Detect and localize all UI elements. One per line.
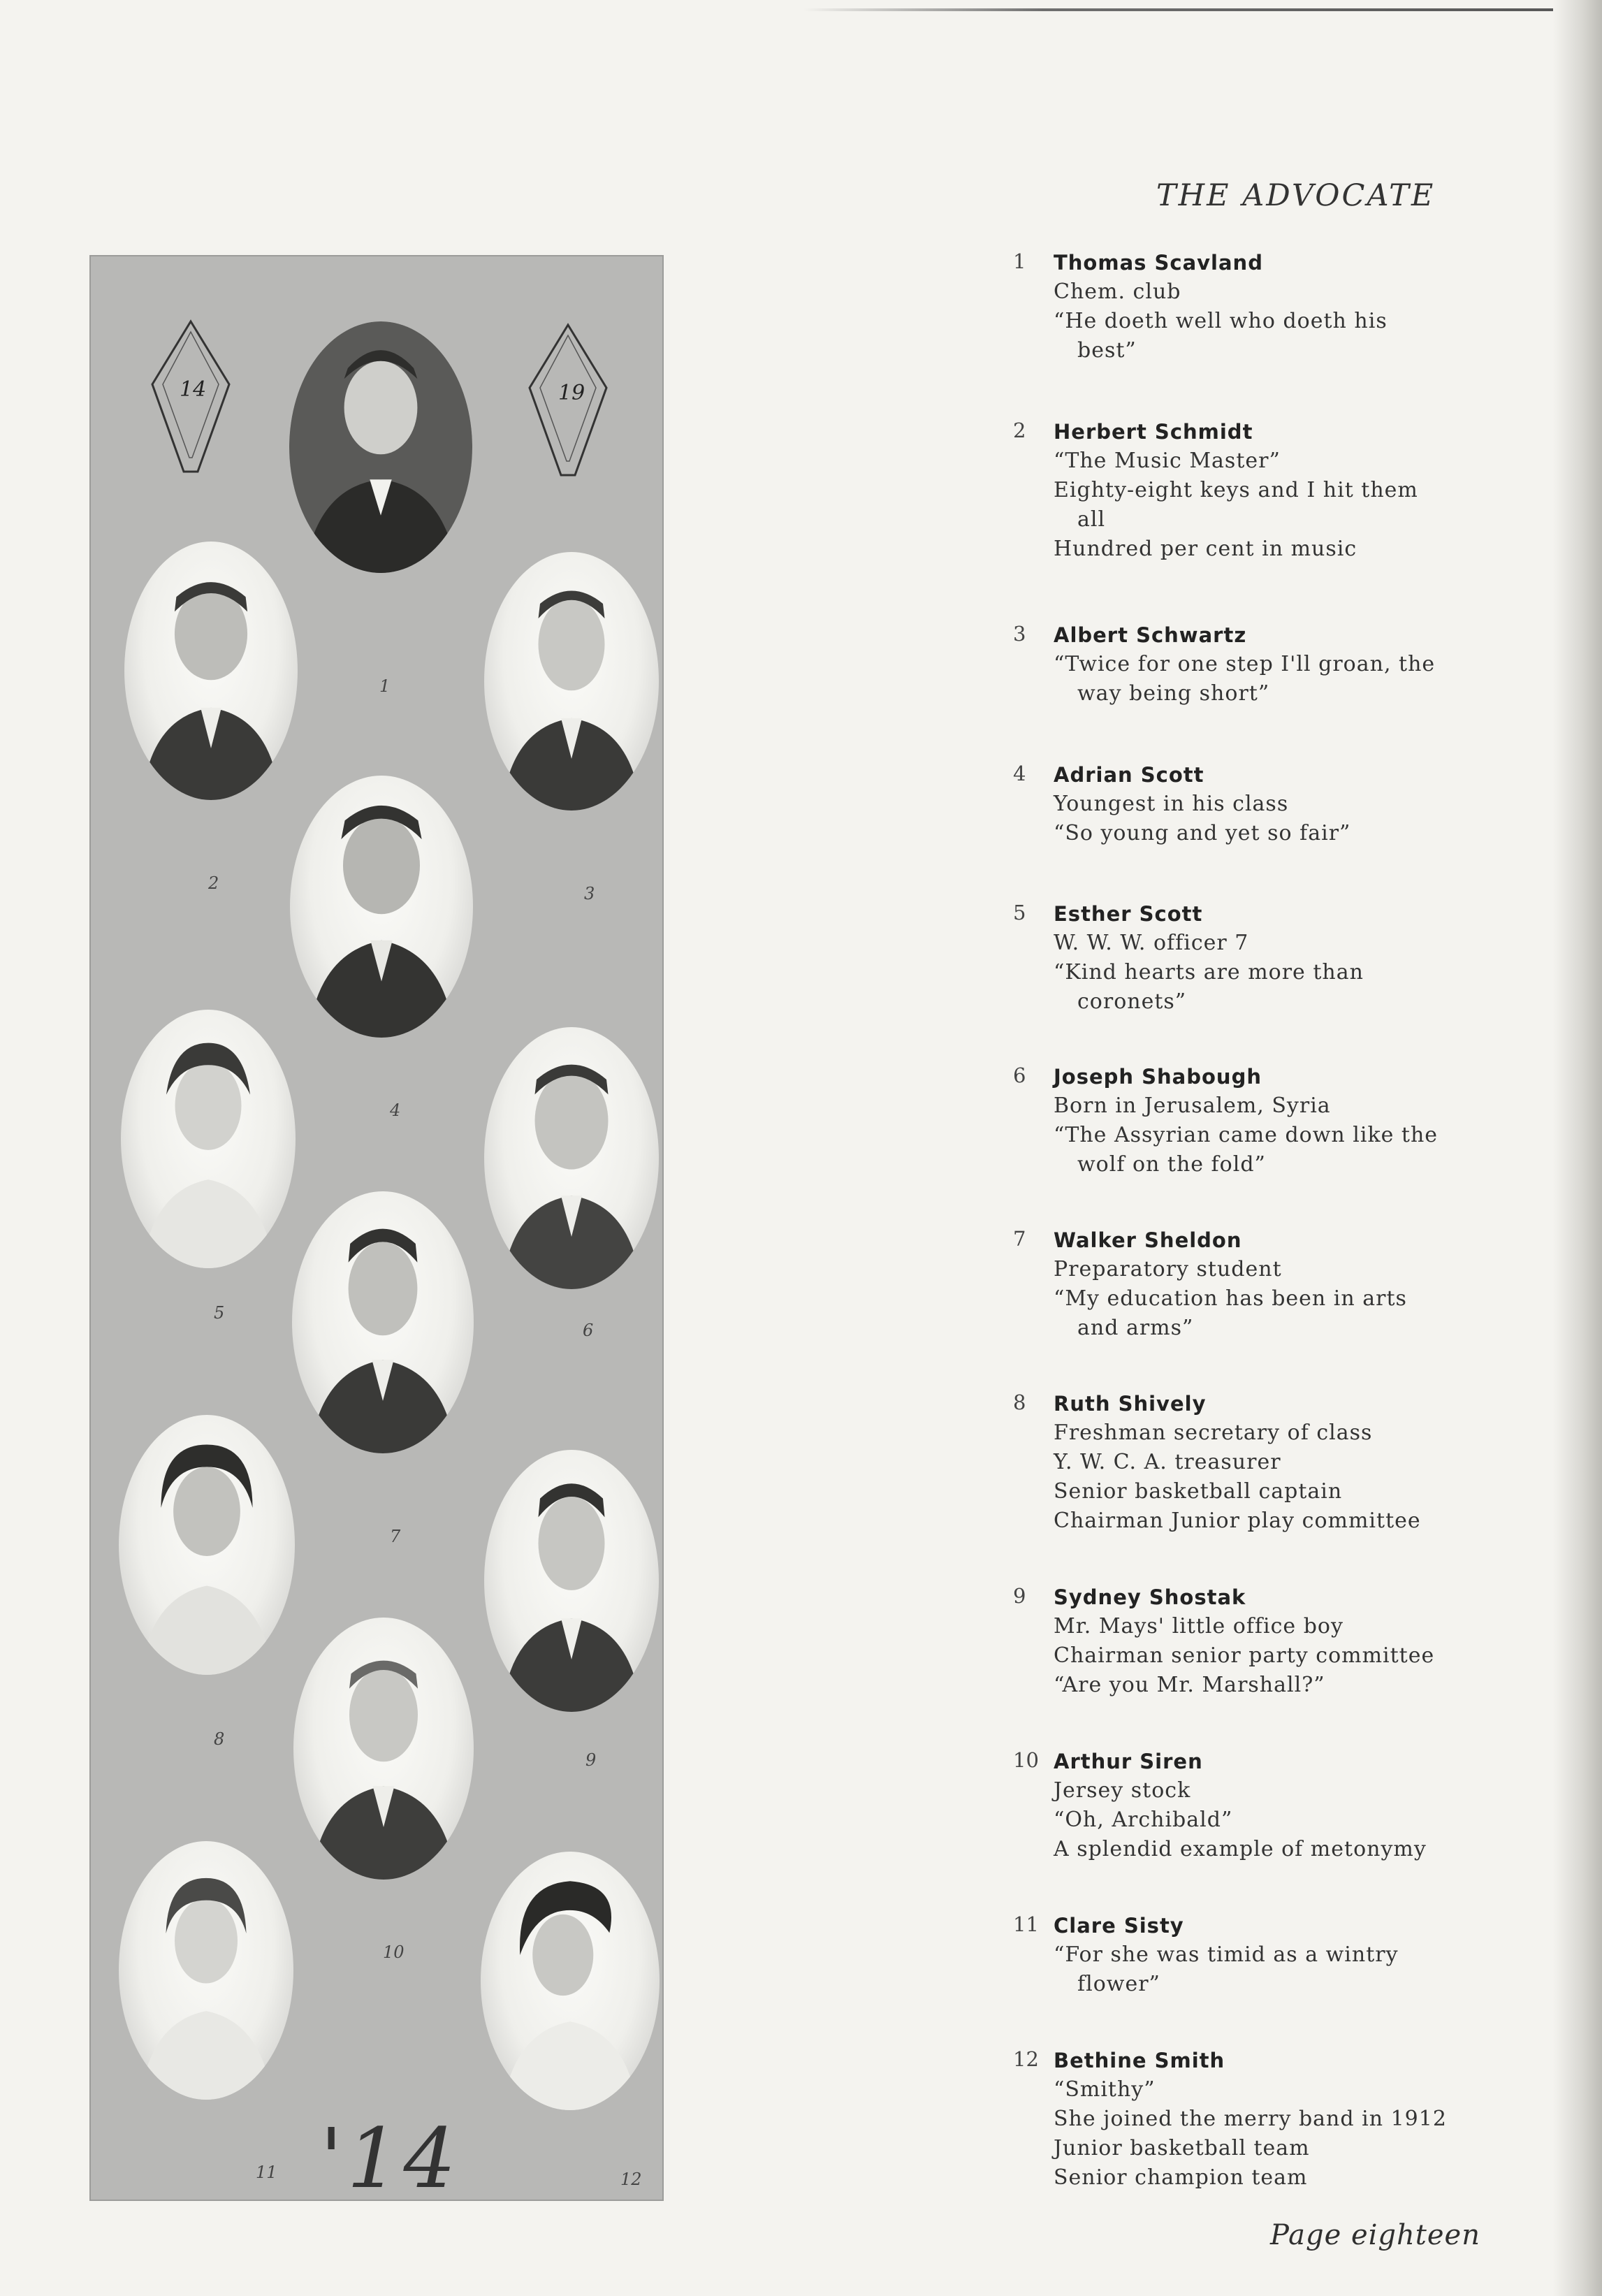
entry-number: 7 bbox=[1013, 1227, 1026, 1251]
portrait-label: 5 bbox=[214, 1303, 225, 1323]
portrait-3 bbox=[484, 552, 659, 811]
entry-name: Ruth Shively bbox=[1054, 1392, 1207, 1416]
entry-name: Thomas Scavland bbox=[1054, 251, 1263, 275]
portrait-label: 10 bbox=[383, 1942, 405, 1962]
portrait-4 bbox=[290, 776, 473, 1038]
entry-line: Chairman Junior play committee bbox=[1054, 1509, 1421, 1533]
entry-line: coronets” bbox=[1077, 989, 1187, 1014]
portrait-11 bbox=[119, 1841, 293, 2100]
entry bbox=[1013, 1062, 1460, 1179]
entry-name: Sydney Shostak bbox=[1054, 1585, 1246, 1609]
entry-number: 6 bbox=[1013, 1063, 1026, 1087]
entry-name: Albert Schwartz bbox=[1054, 623, 1247, 647]
entry-line: “Oh, Archibald” bbox=[1054, 1808, 1233, 1832]
entry-number: 11 bbox=[1013, 1912, 1039, 1936]
pennant-left-text: 14 bbox=[180, 377, 207, 402]
entry-number: 3 bbox=[1013, 622, 1026, 646]
entry-line: Youngest in his class bbox=[1054, 792, 1289, 816]
entry-name: Joseph Shabough bbox=[1054, 1065, 1262, 1089]
portrait-2 bbox=[124, 542, 298, 800]
portrait-6 bbox=[484, 1027, 659, 1289]
entry-name: Herbert Schmidt bbox=[1054, 420, 1253, 444]
entry-line: all bbox=[1077, 507, 1106, 532]
entry-number: 8 bbox=[1013, 1390, 1026, 1414]
entry-line: “For she was timid as a wintry bbox=[1054, 1942, 1399, 1967]
portrait-label: 2 bbox=[208, 873, 219, 893]
entry-line: “The Assyrian came down like the bbox=[1054, 1123, 1439, 1147]
entry-line: Junior basketball team bbox=[1054, 2136, 1310, 2160]
entry bbox=[1013, 248, 1460, 365]
portrait-label: 1 bbox=[379, 676, 391, 696]
portrait-9 bbox=[484, 1450, 659, 1712]
entry-line: and arms” bbox=[1077, 1316, 1194, 1340]
entry-line: W. W. W. officer 7 bbox=[1054, 931, 1249, 955]
entry-line: “Are you Mr. Marshall?” bbox=[1054, 1673, 1325, 1697]
portrait-label: 4 bbox=[390, 1100, 401, 1120]
entry bbox=[1013, 417, 1460, 564]
entry-line: Eighty-eight keys and I hit them bbox=[1054, 478, 1418, 502]
entry-line: “He doeth well who doeth his bbox=[1054, 309, 1388, 333]
entry-line: Chairman senior party committee bbox=[1054, 1643, 1435, 1668]
entry bbox=[1013, 760, 1460, 848]
pennant-left-icon bbox=[149, 318, 233, 479]
entry-name: Walker Sheldon bbox=[1054, 1228, 1242, 1252]
pennant-right-text: 19 bbox=[558, 381, 585, 405]
portrait-label: 11 bbox=[256, 2163, 277, 2182]
entry-line: Born in Jerusalem, Syria bbox=[1054, 1093, 1331, 1118]
entry-line: Freshman secretary of class bbox=[1054, 1421, 1373, 1445]
entry-line: Preparatory student bbox=[1054, 1257, 1282, 1281]
entry-line: Senior champion team bbox=[1054, 2165, 1308, 2190]
entry bbox=[1013, 2046, 1460, 2193]
portrait-1 bbox=[289, 321, 472, 573]
portrait-5 bbox=[121, 1010, 296, 1268]
pennant-right-icon bbox=[526, 321, 610, 482]
entry-line: Mr. Mays' little office boy bbox=[1054, 1614, 1344, 1639]
entry bbox=[1013, 899, 1460, 1017]
portrait-label: 7 bbox=[390, 1527, 401, 1546]
entry-line: Y. W. C. A. treasurer bbox=[1054, 1450, 1281, 1474]
page-edge-shadow bbox=[1553, 0, 1602, 2296]
class-year-mark: '14 bbox=[320, 2110, 460, 2207]
entry-line: “My education has been in arts bbox=[1054, 1286, 1407, 1311]
entry-name: Esther Scott bbox=[1054, 902, 1203, 926]
top-rule bbox=[803, 8, 1602, 11]
portrait-label: 8 bbox=[214, 1729, 225, 1749]
entry-line: wolf on the fold” bbox=[1077, 1152, 1266, 1177]
entry-number: 10 bbox=[1013, 1748, 1039, 1772]
entry-number: 5 bbox=[1013, 901, 1026, 924]
portrait-12 bbox=[481, 1852, 660, 2110]
entry bbox=[1013, 620, 1460, 709]
portrait-label: 3 bbox=[584, 884, 595, 903]
running-head-title: THE ADVOCATE bbox=[1156, 178, 1436, 213]
entry-number: 1 bbox=[1013, 249, 1026, 273]
page-number-label: Page eighteen bbox=[1270, 2219, 1480, 2251]
entry bbox=[1013, 1911, 1460, 1999]
entry bbox=[1013, 1226, 1460, 1343]
entry-line: best” bbox=[1077, 338, 1137, 363]
portrait-7 bbox=[292, 1191, 474, 1453]
entry-name: Arthur Siren bbox=[1054, 1750, 1203, 1773]
entry-line: “So young and yet so fair” bbox=[1054, 821, 1351, 845]
entry-line: Chem. club bbox=[1054, 279, 1181, 304]
portrait-label: 6 bbox=[583, 1321, 594, 1340]
entry-line: “Kind hearts are more than bbox=[1054, 960, 1364, 984]
entry-name: Adrian Scott bbox=[1054, 763, 1204, 787]
portrait-label: 9 bbox=[585, 1750, 597, 1770]
entry-line: Hundred per cent in music bbox=[1054, 537, 1357, 561]
entry-number: 9 bbox=[1013, 1584, 1026, 1608]
entry-line: A splendid example of metonymy bbox=[1054, 1837, 1427, 1861]
entry-line: Senior basketball captain bbox=[1054, 1479, 1343, 1504]
entry-line: “The Music Master” bbox=[1054, 449, 1281, 473]
portrait-panel bbox=[89, 255, 664, 2207]
entry-line: She joined the merry band in 1912 bbox=[1054, 2107, 1447, 2131]
entry bbox=[1013, 1583, 1460, 1700]
entry-line: way being short” bbox=[1077, 681, 1270, 706]
portrait-label: 12 bbox=[620, 2170, 642, 2189]
portrait-8 bbox=[119, 1415, 295, 1675]
entry-name: Bethine Smith bbox=[1054, 2049, 1225, 2072]
entry bbox=[1013, 1389, 1460, 1536]
entry-line: “Twice for one step I'll groan, the bbox=[1054, 652, 1436, 676]
entry-number: 12 bbox=[1013, 2047, 1039, 2071]
portrait-10 bbox=[293, 1618, 474, 1880]
entry-number: 2 bbox=[1013, 419, 1026, 442]
entry-line: Jersey stock bbox=[1054, 1778, 1191, 1803]
entry-name: Clare Sisty bbox=[1054, 1914, 1184, 1938]
entry bbox=[1013, 1747, 1460, 1864]
entry-line: “Smithy” bbox=[1054, 2077, 1156, 2102]
entry-number: 4 bbox=[1013, 762, 1026, 785]
entry-line: flower” bbox=[1077, 1972, 1160, 1996]
